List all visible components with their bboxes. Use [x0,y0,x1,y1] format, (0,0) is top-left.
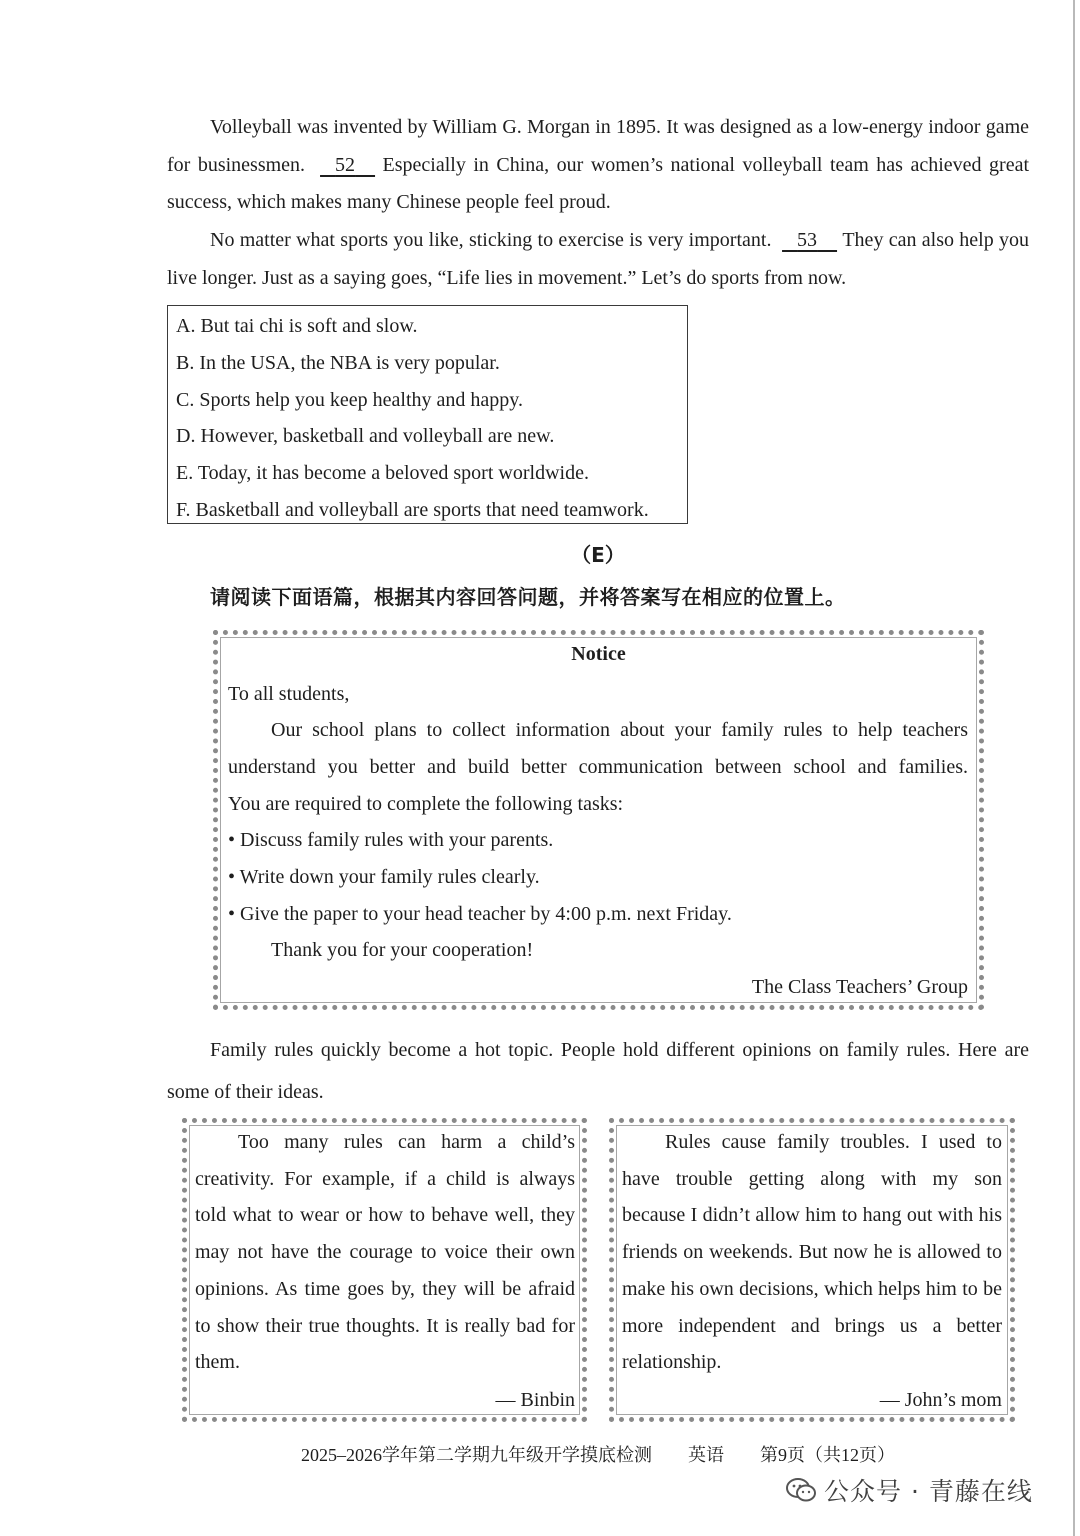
notice-thanks: Thank you for your cooperation! [271,939,534,961]
notice-title: Notice [571,643,626,665]
wechat-official-account-icon [786,1477,816,1503]
opinion-johns-mom-author: — John’s mom [879,1389,1002,1411]
blank-52[interactable]: 52 [335,153,356,176]
option-b: B. In the USA, the NBA is very popular. [176,351,500,374]
passage-d-paragraph-1 [167,109,1029,222]
option-a: A. But tai chi is soft and slow. [176,315,418,337]
notice-signature: The Class Teachers’ Group [751,976,968,998]
section-e-instruction: 请阅读下面语篇，根据其内容回答问题，并将答案写在相应的位置上。 [210,585,846,609]
option-f: F. Basketball and volleyball are sports that need teamwork. [176,498,649,521]
notice-task-1: • Discuss family rules with your parents. [228,829,554,851]
paragraph-1-text-before: Volleyball was invented by William G. Morgan in 1895. It was designed as a low-energy indoor game for businessmen. [167,116,1029,176]
page-edge-rule [1073,0,1075,1536]
option-c: C. Sports help you keep healthy and happy. [176,388,523,411]
opinion-johns-mom-text: Rules cause family troubles. I used to have trouble getting along with my son because I didn’t allow him to hang out with his friends on weekends. But now he is allowed to make his own decisions, which helps him to be more independent and brings us a better relationship. [622,1131,1002,1374]
paragraph-1-text-after: Especially in China, our women’s national volleyball team has achieved great success, which makes many Chinese people feel proud. [167,153,1029,213]
page-footer: 2025–2026学年第二学期九年级开学摸底检测 英语 第9页（共12页） [301,1445,895,1465]
watermark [786,1470,1033,1510]
notice-body-line-2: understand you better and build better communication between school and families. [228,756,968,778]
notice-body-line-3: You are required to complete the following tasks: [228,793,624,815]
option-d: D. However, basketball and volleyball are new. [176,425,555,448]
opinion-binbin-author: — Binbin [495,1389,575,1411]
passage-d-paragraph-2 [167,222,1029,297]
notice-body-line-1: Our school plans to collect information about your family rules to help teachers [271,719,968,741]
section-e-label: （E） [571,543,625,567]
paragraph-2-text-before: No matter what sports you like, sticking to exercise is very important. [210,229,772,251]
options-box [167,305,688,524]
option-e: E. Today, it has become a beloved sport worldwide. [176,462,589,485]
paragraph-2-text-after: They can also help you live longer. Just as a saying goes, “Life lies in movement.” Let’s do sports from now. [167,229,1030,289]
notice-task-2: • Write down your family rules clearly. [228,866,540,888]
intro-paragraph: Family rules quickly become a hot topic. People hold different opinions on family rules. Here are some of their ideas. [167,1039,1029,1103]
notice-greeting: To all students, [228,683,350,705]
blank-53[interactable]: 53 [797,229,818,251]
watermark-text: 公众号 · 青藤在线 [824,1477,1033,1506]
notice-task-3: • Give the paper to your head teacher by 4:00 p.m. next Friday. [228,903,732,925]
opinion-binbin-text: Too many rules can harm a child’s creativity. For example, if a child is always told what to wear or how to behave well, they may not have the courage to voice their own opinions. As time goes by, they will be afraid to show their true thoughts. It is really bad for them. [195,1131,575,1374]
